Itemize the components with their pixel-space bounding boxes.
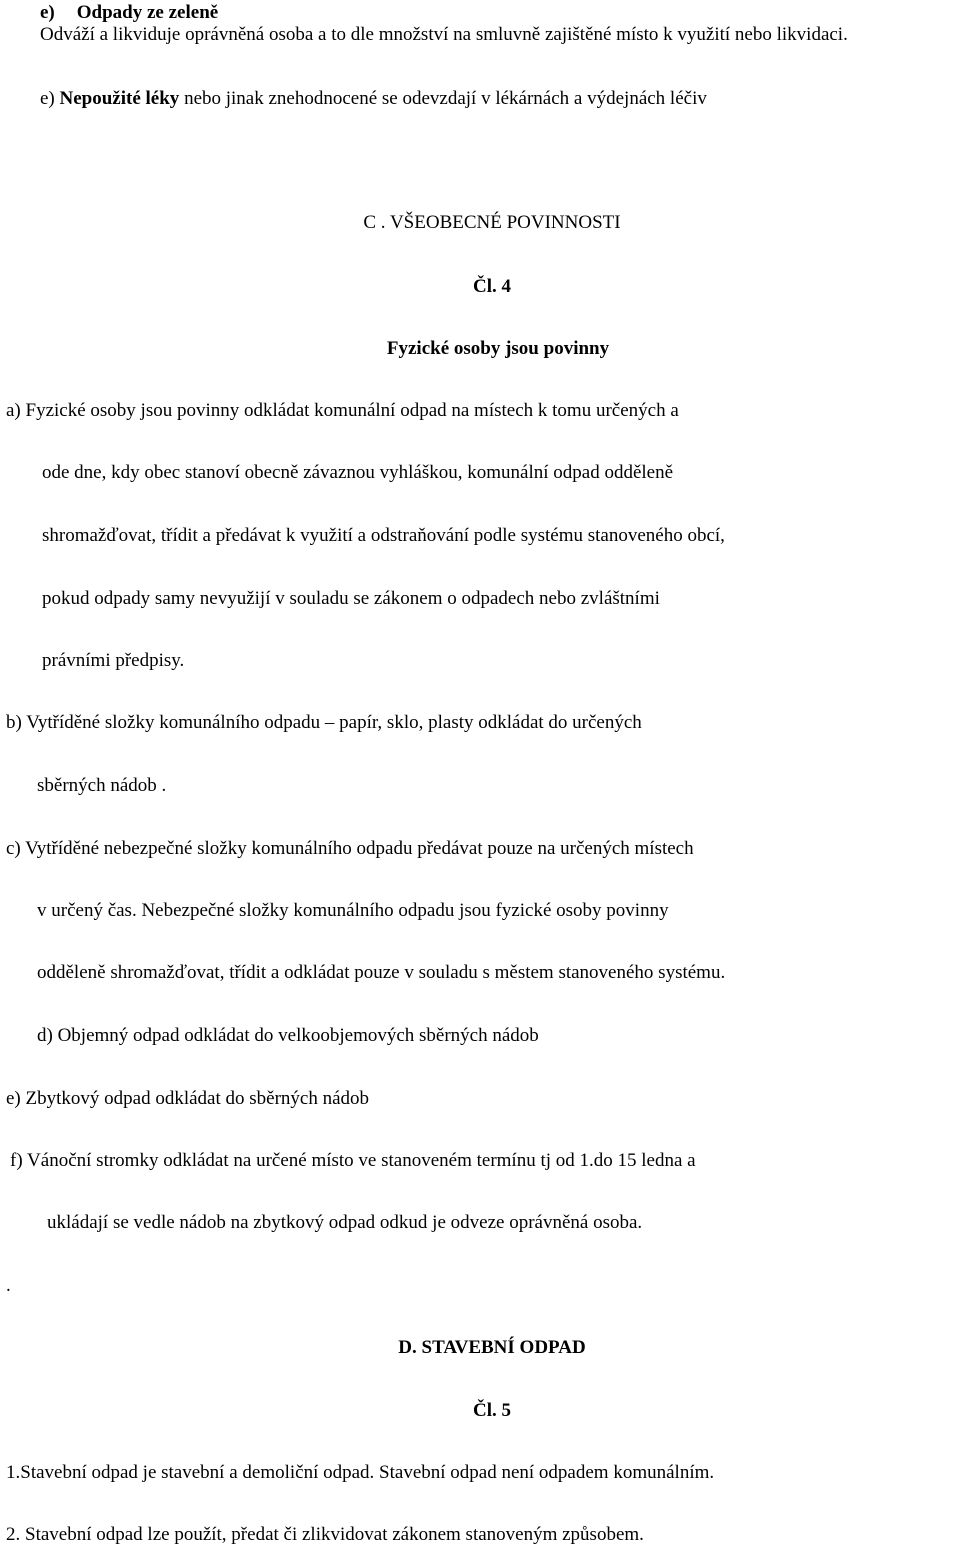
line-b1: b) Vytříděné složky komunálního odpadu – papír, sklo, plasty odkládat do určených [6, 712, 642, 733]
paragraph-leky [40, 88, 707, 110]
paragraph-zelen: Odváží a likviduje oprávněná osoba a to dle množství na smluvně zajištěné místo k využití nebo likvidaci. [40, 24, 848, 45]
line-d: d) Objemný odpad odkládat do velkoobjemových sběrných nádob [37, 1025, 539, 1046]
line-e: e) Zbytkový odpad odkládat do sběrných nádob [6, 1088, 370, 1109]
line-d1: 1.Stavební odpad je stavební a demoliční odpad. Stavební odpad není odpadem komunálním. [6, 1462, 715, 1483]
line-c3: odděleně shromažďovat, třídit a odkládat pouze v souladu s městem stanoveného systému. [37, 962, 726, 983]
leky-rest: nebo jinak znehodnocené se odevzdají v lékárnách a výdejnách léčiv [179, 88, 707, 109]
line-f1: f) Vánoční stromky odkládat na určené místo ve stanoveném termínu tj od 1.do 15 ledna a [10, 1150, 696, 1171]
line-f2: ukládají se vedle nádob na zbytkový odpad odkud je odveze oprávněná osoba. [47, 1212, 643, 1233]
leky-bold: Nepoužité léky [59, 88, 180, 109]
line-d2: 2. Stavební odpad lze použít, předat či zlikvidovat zákonem stanoveným způsobem. [6, 1524, 644, 1545]
heading-odpady-ze-zelene [40, 2, 218, 24]
line-a5: právními předpisy. [42, 650, 185, 671]
line-a4: pokud odpady samy nevyužijí v souladu se zákonem o odpadech nebo zvláštními [42, 588, 660, 609]
section-c-subtitle: Fyzické osoby jsou povinny [386, 338, 610, 359]
article-4: Čl. 4 [473, 276, 511, 297]
line-a2: ode dne, kdy obec stanoví obecně závaznou vyhláškou, komunální odpad odděleně [42, 462, 674, 483]
line-a3: shromažďovat, třídit a předávat k využití a odstraňování podle systému stanoveného obcí, [42, 525, 725, 546]
line-b2: sběrných nádob . [37, 775, 167, 796]
leky-prefix: e) [40, 88, 60, 109]
heading-text: Odpady ze zeleně [76, 2, 219, 23]
article-5: Čl. 5 [473, 1400, 511, 1421]
line-c2: v určený čas. Nebezpečné složky komunálního odpadu jsou fyzické osoby povinny [37, 900, 669, 921]
section-c-title: C . VŠEOBECNÉ POVINNOSTI [363, 212, 621, 233]
line-c1: c) Vytříděné nebezpečné složky komunálního odpadu předávat pouze na určených místech [6, 838, 694, 859]
section-d-title: D. STAVEBNÍ ODPAD [398, 1337, 586, 1358]
line-dot: . [6, 1275, 11, 1296]
heading-marker: e) [40, 2, 55, 23]
line-a1: a) Fyzické osoby jsou povinny odkládat komunální odpad na místech k tomu určených a [6, 400, 679, 421]
